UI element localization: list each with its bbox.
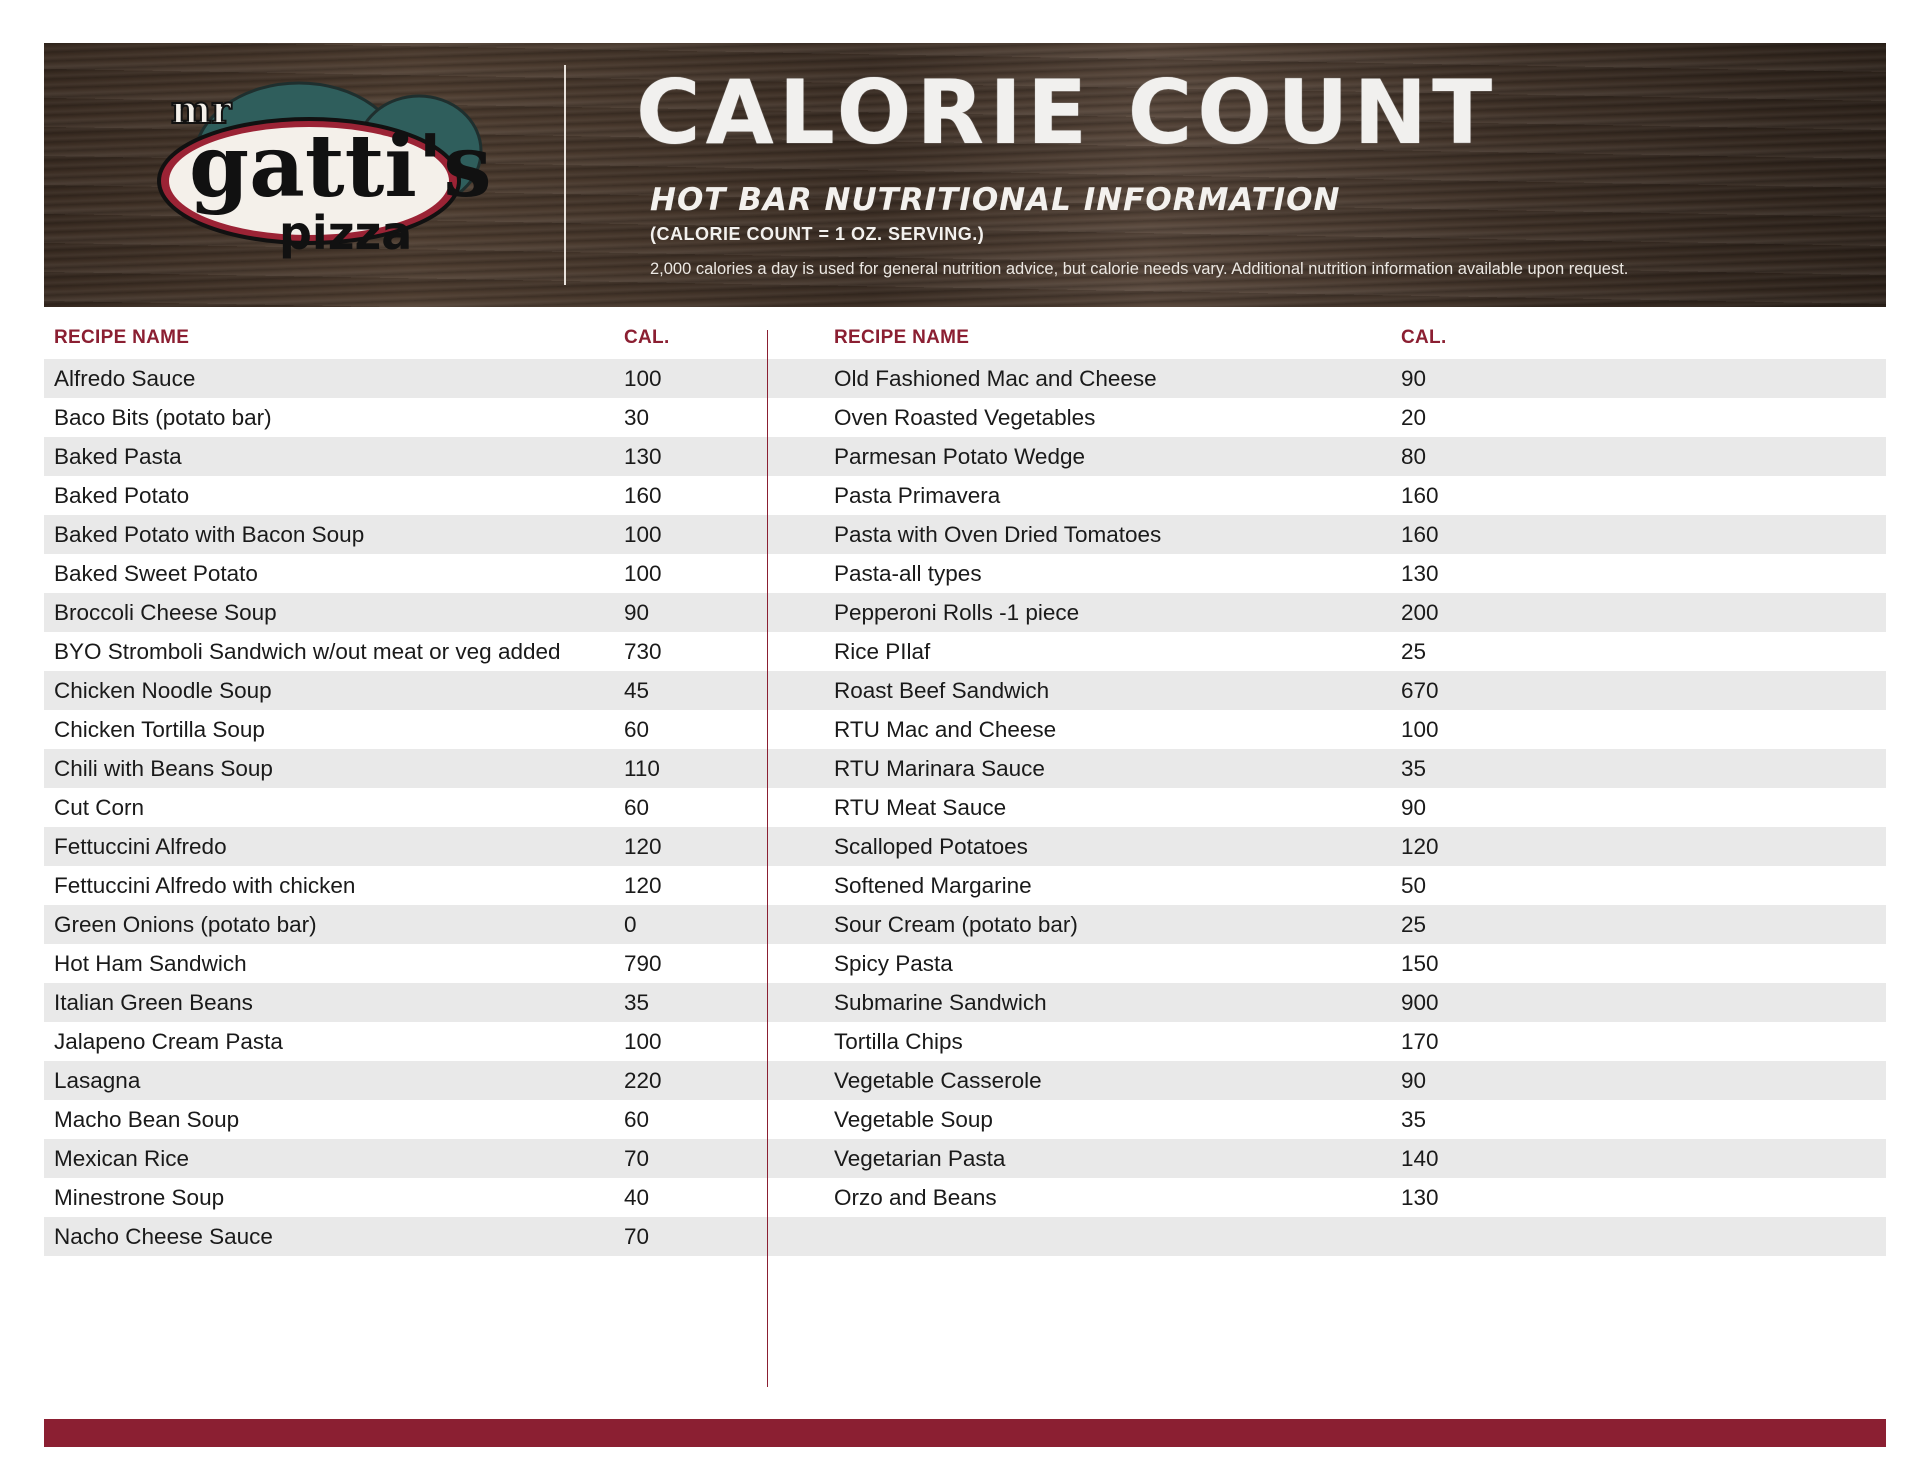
table-row [44, 1100, 767, 1139]
header-divider [564, 65, 566, 285]
svg-text:pizza: pizza [279, 206, 413, 260]
table-row [44, 554, 767, 593]
recipe-name: Lasagna [54, 1068, 141, 1093]
calorie-value: 670 [1401, 678, 1439, 703]
calorie-value: 120 [624, 873, 662, 898]
recipe-name: Pasta with Oven Dried Tomatoes [834, 522, 1162, 547]
recipe-name: BYO Stromboli Sandwich w/out meat or veg added [54, 639, 561, 664]
table-row [768, 554, 1886, 593]
calorie-value: 60 [624, 1107, 650, 1132]
calorie-value: 110 [624, 756, 660, 781]
recipe-name: Mexican Rice [54, 1146, 190, 1171]
table-row [768, 1139, 1886, 1178]
calorie-value: 120 [624, 834, 662, 859]
calorie-value: 0 [624, 912, 637, 937]
table-row [768, 905, 1886, 944]
column-header-cal: CAL. [1401, 327, 1447, 348]
table-header [768, 325, 1886, 359]
calorie-value: 90 [624, 600, 650, 625]
table-row [768, 359, 1886, 398]
calorie-value: 790 [624, 951, 662, 976]
table-row [768, 749, 1886, 788]
recipe-name: RTU Meat Sauce [834, 795, 1007, 820]
serving-note: (CALORIE COUNT = 1 OZ. SERVING.) [650, 224, 985, 244]
recipe-name: Broccoli Cheese Soup [54, 600, 277, 625]
calorie-value: 90 [1401, 1068, 1427, 1093]
recipe-name: Chicken Tortilla Soup [54, 717, 265, 742]
calorie-value: 45 [624, 678, 650, 703]
table-row [44, 671, 767, 710]
calorie-value: 100 [624, 366, 662, 391]
table-row [768, 515, 1886, 554]
table-row [44, 905, 767, 944]
table-row [44, 827, 767, 866]
calorie-value: 200 [1401, 600, 1439, 625]
table-row [44, 1139, 767, 1178]
calorie-value: 140 [1401, 1146, 1439, 1171]
table-row [44, 593, 767, 632]
table-row [44, 866, 767, 905]
calorie-value: 25 [1401, 912, 1427, 937]
calorie-value: 100 [624, 1029, 662, 1054]
recipe-name: Rice PIlaf [834, 639, 931, 664]
recipe-name: Pasta Primavera [834, 483, 1001, 508]
recipe-name: Green Onions (potato bar) [54, 912, 317, 937]
calorie-value: 20 [1401, 405, 1427, 430]
recipe-name: Cut Corn [54, 795, 145, 820]
recipe-name: Tortilla Chips [834, 1029, 963, 1054]
footer-bar [44, 1419, 1886, 1447]
table-row [44, 788, 767, 827]
table-row [44, 515, 767, 554]
recipe-name: Hot Ham Sandwich [54, 951, 247, 976]
table-row [44, 749, 767, 788]
recipe-name: Baco Bits (potato bar) [54, 405, 272, 430]
calorie-value: 90 [1401, 366, 1427, 391]
calorie-value: 25 [1401, 639, 1427, 664]
table-row [768, 944, 1886, 983]
recipe-name: Alfredo Sauce [54, 366, 196, 391]
recipe-name: Vegetarian Pasta [834, 1146, 1006, 1171]
svg-text:gatti's: gatti's [189, 116, 489, 217]
nutrition-advice: 2,000 calories a day is used for general nutrition advice, but calorie needs vary. Additional nutrition information available upon request. [650, 260, 1629, 278]
table-body [44, 359, 767, 1256]
table-row [768, 476, 1886, 515]
recipe-name: Baked Pasta [54, 444, 182, 469]
page-subtitle: HOT BAR NUTRITIONAL INFORMATION [650, 182, 1341, 218]
recipe-name: Minestrone Soup [54, 1185, 225, 1210]
table-row [44, 632, 767, 671]
calorie-value: 100 [1401, 717, 1439, 742]
recipe-name: Vegetable Soup [834, 1107, 993, 1132]
recipe-name: Fettuccini Alfredo with chicken [54, 873, 356, 898]
calorie-value: 35 [624, 990, 650, 1015]
calorie-value: 150 [1401, 951, 1439, 976]
table-row [768, 1022, 1886, 1061]
table-header [44, 325, 767, 359]
table-row [44, 398, 767, 437]
table-row [44, 1178, 767, 1217]
recipe-name: RTU Mac and Cheese [834, 717, 1057, 742]
recipe-name: Scalloped Potatoes [834, 834, 1028, 859]
recipe-name: Chili with Beans Soup [54, 756, 273, 781]
recipe-name: Roast Beef Sandwich [834, 678, 1050, 703]
table-row [768, 710, 1886, 749]
recipe-name: Chicken Noodle Soup [54, 678, 272, 703]
header-banner [44, 43, 1886, 307]
recipe-name: Vegetable Casserole [834, 1068, 1042, 1093]
recipe-name: Baked Sweet Potato [54, 561, 258, 586]
calorie-value: 130 [1401, 1185, 1439, 1210]
table-row [44, 983, 767, 1022]
right-calorie-table [768, 325, 1886, 1256]
recipe-name: Pepperoni Rolls -1 piece [834, 600, 1080, 625]
table-row [768, 398, 1886, 437]
table-row [44, 359, 767, 398]
calorie-value: 70 [624, 1146, 650, 1171]
calorie-value: 220 [624, 1068, 662, 1093]
calorie-value: 35 [1401, 1107, 1427, 1132]
recipe-name: Nacho Cheese Sauce [54, 1224, 273, 1249]
recipe-name: Fettuccini Alfredo [54, 834, 227, 859]
calorie-value: 100 [624, 561, 662, 586]
table-row [768, 437, 1886, 476]
brand-logo [129, 71, 489, 271]
table-row [768, 593, 1886, 632]
page-title: CALORIE COUNT [636, 61, 1498, 164]
recipe-name: Orzo and Beans [834, 1185, 997, 1210]
table-row [44, 437, 767, 476]
recipe-name: RTU Marinara Sauce [834, 756, 1045, 781]
svg-text:mr: mr [171, 87, 232, 132]
table-row [44, 476, 767, 515]
calorie-value: 900 [1401, 990, 1439, 1015]
column-header-cal: CAL. [624, 327, 670, 348]
table-row [768, 1217, 1886, 1256]
calorie-value: 170 [1401, 1029, 1439, 1054]
table-row [768, 632, 1886, 671]
column-header-recipe: RECIPE NAME [834, 327, 970, 348]
recipe-name: Oven Roasted Vegetables [834, 405, 1096, 430]
table-row [768, 827, 1886, 866]
table-row [44, 710, 767, 749]
calorie-value: 30 [624, 405, 650, 430]
table-row [44, 1217, 767, 1256]
table-row [768, 1061, 1886, 1100]
table-row [44, 1061, 767, 1100]
recipe-name: Baked Potato with Bacon Soup [54, 522, 365, 547]
calorie-value: 130 [1401, 561, 1439, 586]
logo-icon [129, 71, 489, 271]
recipe-name: Sour Cream (potato bar) [834, 912, 1078, 937]
calorie-value: 60 [624, 795, 650, 820]
table-row [768, 671, 1886, 710]
table-row [768, 1178, 1886, 1217]
calorie-value: 160 [1401, 483, 1439, 508]
recipe-name: Jalapeno Cream Pasta [54, 1029, 283, 1054]
calorie-value: 35 [1401, 756, 1427, 781]
recipe-name: Macho Bean Soup [54, 1107, 240, 1132]
recipe-name: Parmesan Potato Wedge [834, 444, 1085, 469]
recipe-name: Old Fashioned Mac and Cheese [834, 366, 1157, 391]
calorie-value: 70 [624, 1224, 650, 1249]
calorie-value: 80 [1401, 444, 1427, 469]
table-row [768, 866, 1886, 905]
column-header-recipe: RECIPE NAME [54, 327, 190, 348]
calorie-value: 60 [624, 717, 650, 742]
calorie-value: 120 [1401, 834, 1439, 859]
calorie-value: 90 [1401, 795, 1427, 820]
calorie-value: 160 [624, 483, 662, 508]
recipe-name: Softened Margarine [834, 873, 1032, 898]
recipe-name: Baked Potato [54, 483, 190, 508]
table-row [44, 1022, 767, 1061]
calorie-value: 40 [624, 1185, 650, 1210]
table-row [44, 944, 767, 983]
recipe-name: Italian Green Beans [54, 990, 253, 1015]
recipe-name: Spicy Pasta [834, 951, 953, 976]
calorie-value: 100 [624, 522, 662, 547]
table-body [768, 359, 1886, 1256]
recipe-name: Submarine Sandwich [834, 990, 1047, 1015]
calorie-value: 730 [624, 639, 662, 664]
recipe-name: Pasta-all types [834, 561, 982, 586]
table-row [768, 788, 1886, 827]
calorie-value: 50 [1401, 873, 1427, 898]
table-row [768, 983, 1886, 1022]
calorie-value: 160 [1401, 522, 1439, 547]
calorie-value: 130 [624, 444, 662, 469]
left-calorie-table [44, 325, 767, 1256]
table-row [768, 1100, 1886, 1139]
